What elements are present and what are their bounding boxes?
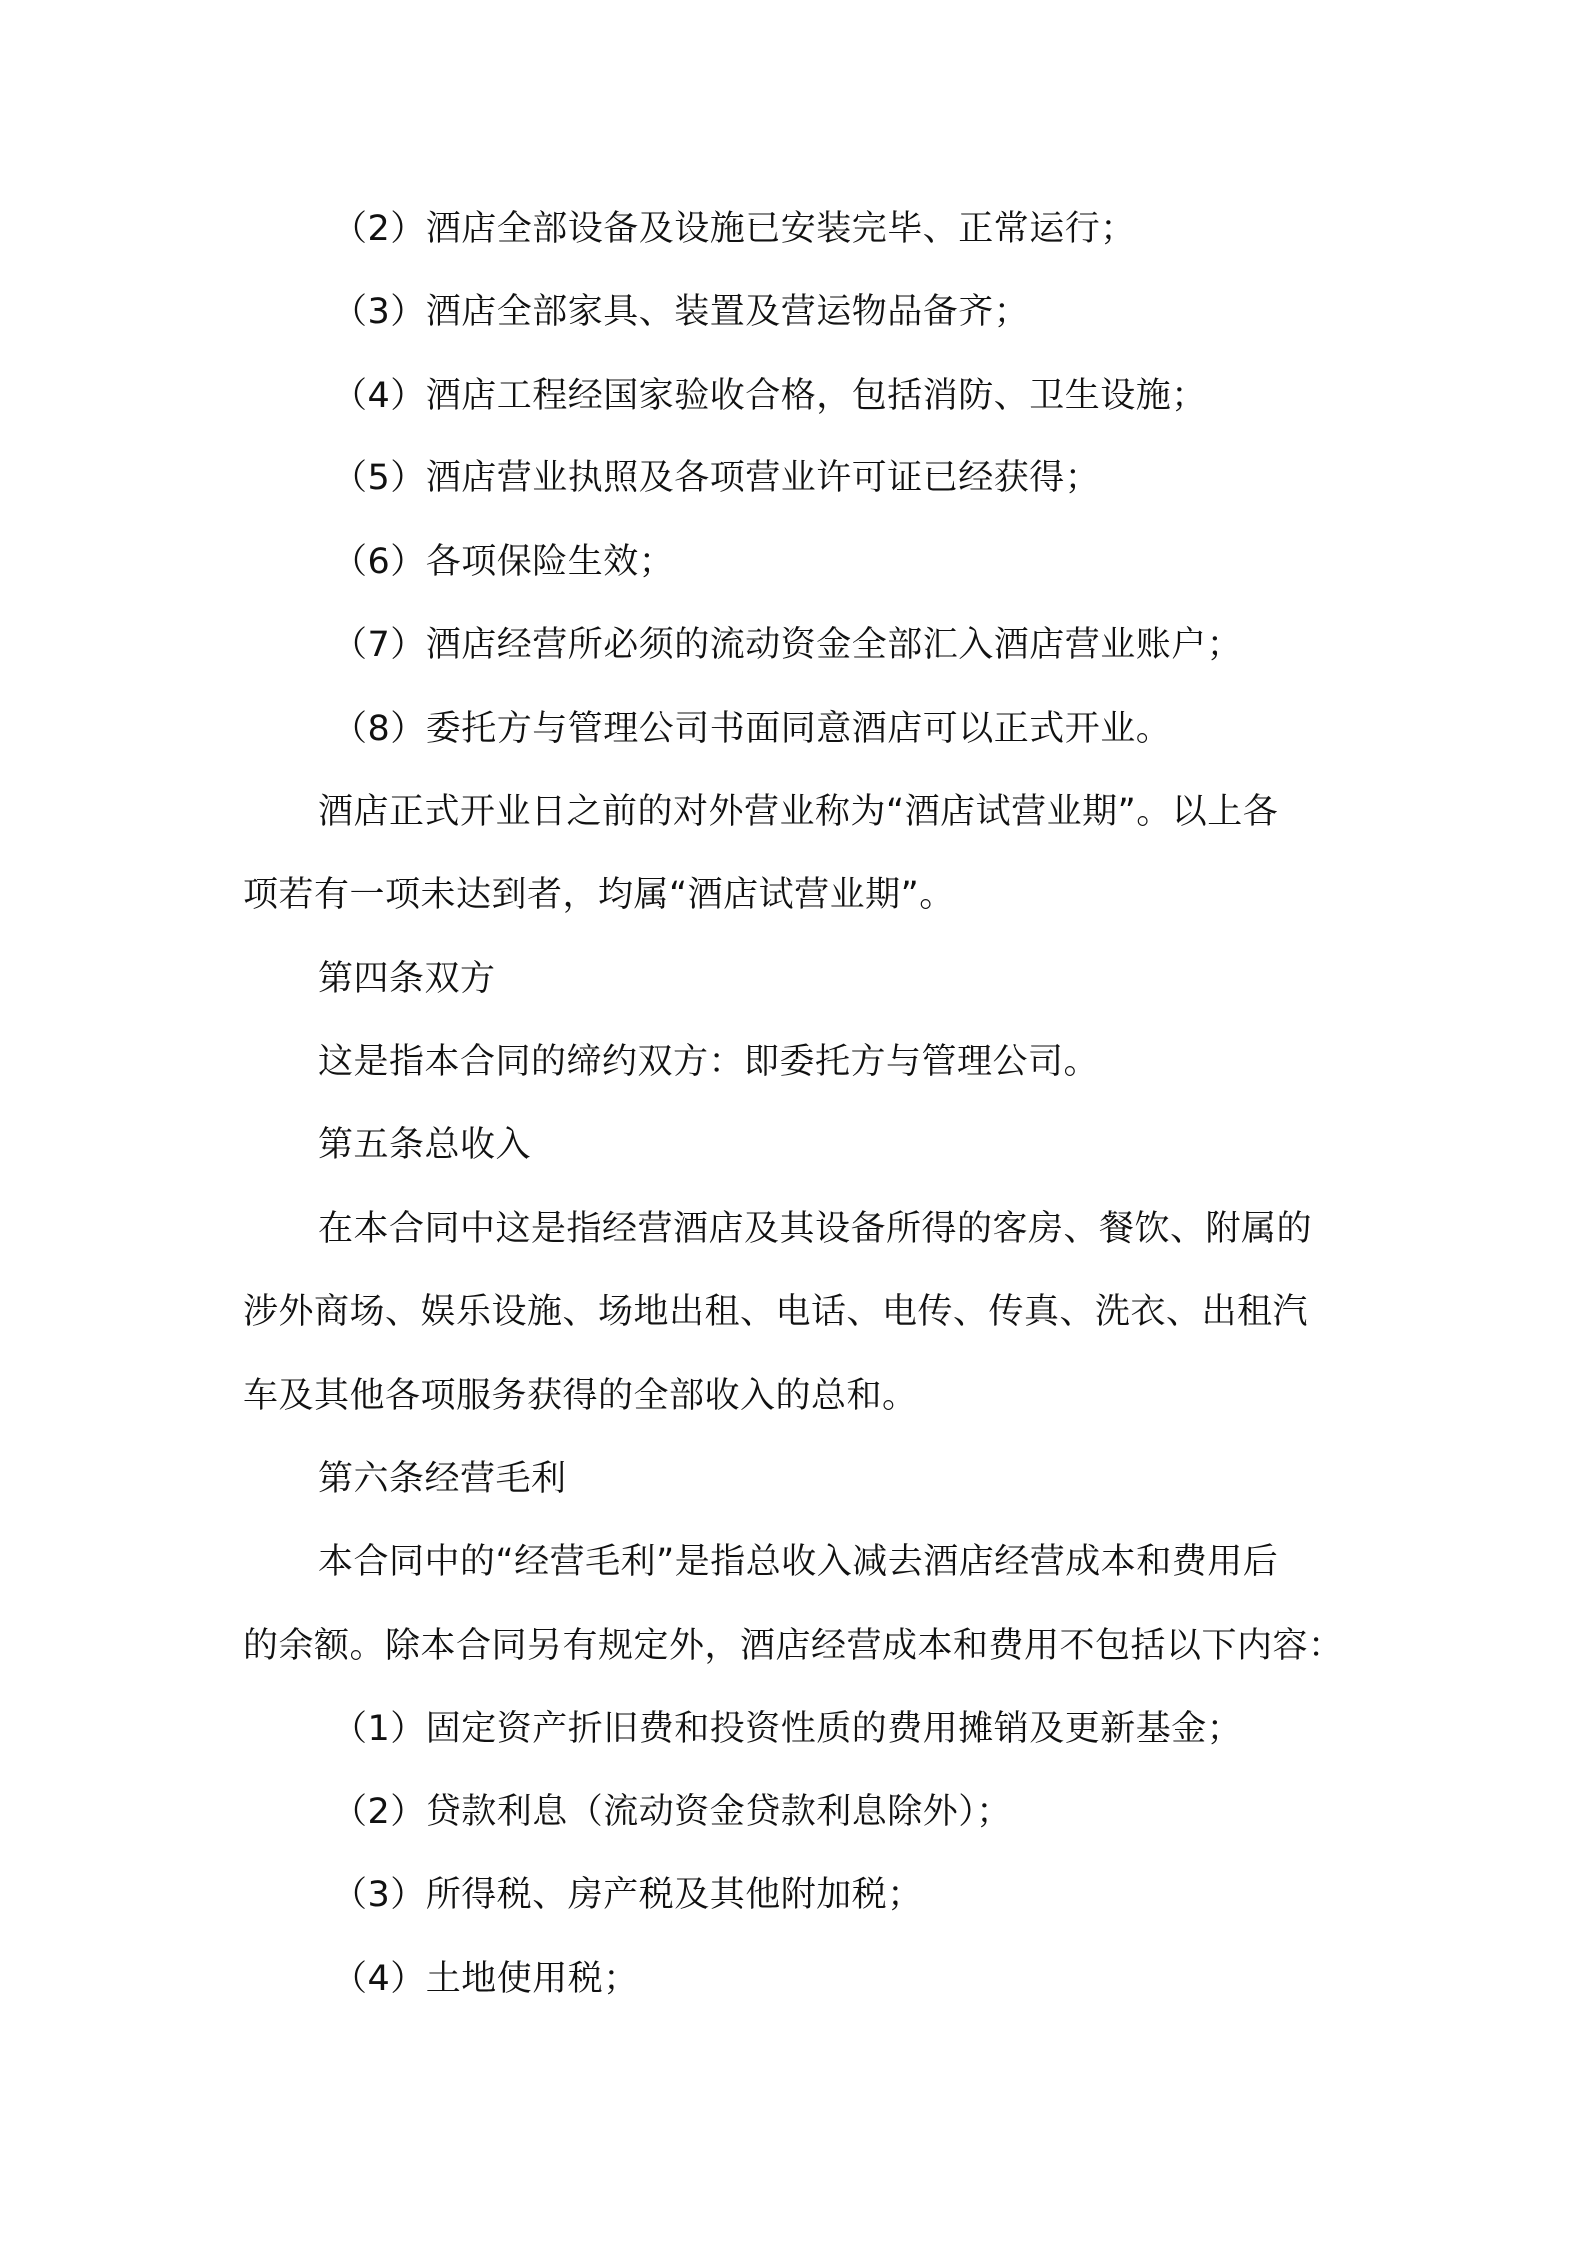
paragraph-line: 本合同中的“经营毛利”是指总收入减去酒店经营成本和费用后 <box>318 1542 1279 1582</box>
list-item: （7）酒店经营所必须的流动资金全部汇入酒店营业账户； <box>332 625 1243 665</box>
list-item: （1）固定资产折旧费和投资性质的费用摊销及更新基金； <box>332 1709 1243 1749</box>
list-item: （4）酒店工程经国家验收合格，包括消防、卫生设施； <box>332 376 1207 416</box>
paragraph-line: 的余额。除本合同另有规定外，酒店经营成本和费用不包括以下内容： <box>243 1626 1344 1666</box>
paragraph-line: 项若有一项未达到者，均属“酒店试营业期”。 <box>243 875 955 915</box>
list-item: （6）各项保险生效； <box>332 542 675 582</box>
list-item: （5）酒店营业执照及各项营业许可证已经获得； <box>332 458 1101 498</box>
article-heading: 第五条总收入 <box>318 1125 532 1165</box>
list-item: （2）酒店全部设备及设施已安装完毕、正常运行； <box>332 209 1136 249</box>
list-item: （2）贷款利息（流动资金贷款利息除外）； <box>332 1792 1012 1832</box>
paragraph-line: 车及其他各项服务获得的全部收入的总和。 <box>243 1376 918 1416</box>
paragraph-line: 在本合同中这是指经营酒店及其设备所得的客房、餐饮、附属的 <box>318 1209 1313 1249</box>
list-item: （4）土地使用税； <box>332 1959 639 1999</box>
article-heading: 第六条经营毛利 <box>318 1459 567 1499</box>
paragraph-line: 这是指本合同的缔约双方：即委托方与管理公司。 <box>318 1042 1100 1082</box>
article-heading: 第四条双方 <box>318 959 496 999</box>
list-item: （8）委托方与管理公司书面同意酒店可以正式开业。 <box>332 709 1172 749</box>
paragraph-line: 涉外商场、娱乐设施、场地出租、电话、电传、传真、洗衣、出租汽 <box>243 1292 1309 1332</box>
list-item: （3）所得税、房产税及其他附加税； <box>332 1875 923 1915</box>
paragraph-line: 酒店正式开业日之前的对外营业称为“酒店试营业期”。以上各 <box>318 792 1279 832</box>
list-item: （3）酒店全部家具、装置及营运物品备齐； <box>332 292 1030 332</box>
